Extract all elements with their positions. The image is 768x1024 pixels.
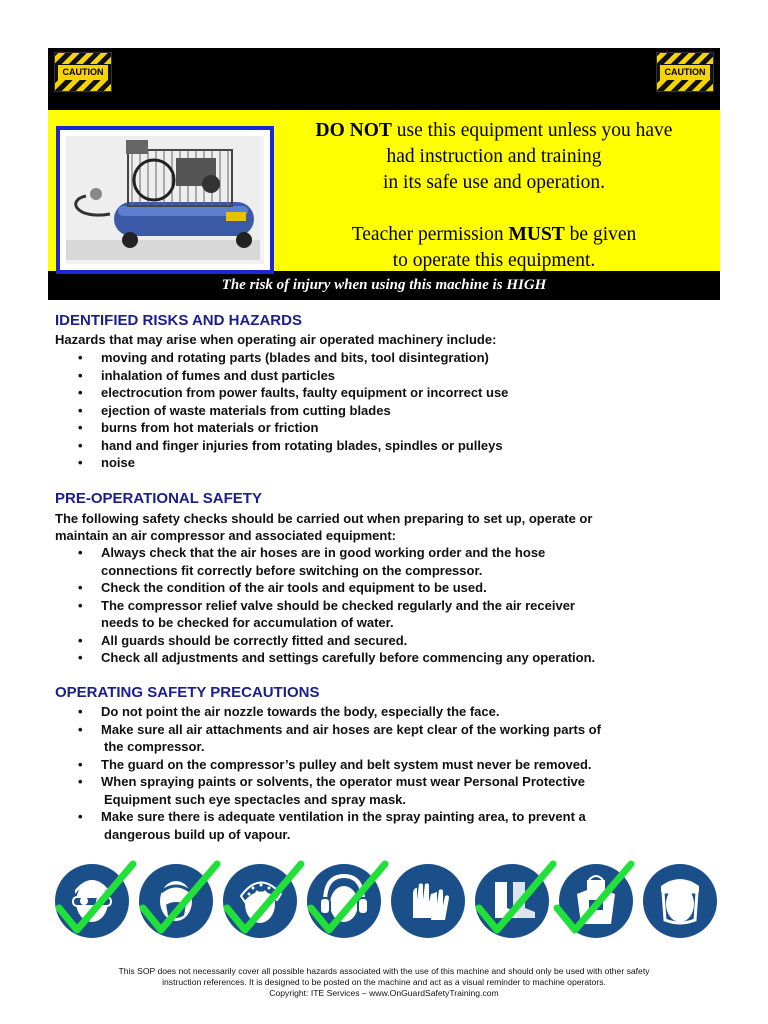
ppe-icon-row: [55, 858, 715, 938]
notice-text: be given: [564, 224, 637, 245]
list-item: • Always check that the air hoses are in good working order and the hose connections fit correctly before switching on the compressor.: [55, 544, 715, 579]
machine-photo-frame: [56, 126, 274, 274]
footer-line: This SOP does not necessarily cover all possible hazards associated with the use of this machine and should only be used with other safety: [118, 966, 650, 976]
list-item: • ejection of waste materials from cutting blades: [78, 402, 391, 418]
list-item: • Check the condition of the air tools and equipment to be used.: [55, 579, 715, 597]
list-item-text: inhalation of fumes and dust particles: [101, 367, 336, 383]
ppe-required-tick: [305, 858, 391, 940]
list-item: • burns from hot materials or friction: [78, 420, 319, 435]
list-item-text: Make sure all air attachments and air hoses are kept clear of the working parts of: [101, 721, 601, 737]
list-item-text: electrocution from power faults, faulty equipment or incorrect use: [101, 385, 509, 400]
list-item-text-cont: the compressor.: [104, 739, 205, 754]
list-item-text: Check the condition of the air tools and equipment to be used.: [101, 580, 487, 595]
list-item-text: hand and finger injuries from rotating blades, spindles or pulleys: [101, 437, 503, 453]
list-item: • The guard on the compressor’s pulley and belt system must never be removed.: [55, 756, 715, 774]
intro-line: The following safety checks should be carried out when preparing to set up, operate or: [55, 511, 593, 526]
list-item-text: ejection of waste materials from cutting blades: [101, 402, 391, 418]
list-item-text-cont: dangerous build up of vapour.: [104, 826, 291, 842]
list-item-text: noise: [101, 455, 135, 470]
list-item-text: Make sure there is adequate ventilation in the spray painting area, to prevent a: [101, 809, 586, 824]
risk-level-bar: [48, 273, 720, 297]
list-item: • electrocution from power faults, faulty equipment or incorrect use: [78, 385, 509, 400]
list-item: • moving and rotating parts (blades and bits, tool disintegration): [78, 350, 489, 365]
notice-text: had instruction and training: [386, 146, 602, 167]
list-item: • inhalation of fumes and dust particles: [78, 367, 336, 383]
risks-list: [55, 349, 715, 472]
notice-text: in its safe use and operation.: [382, 172, 606, 193]
hazard-stripes: [657, 80, 713, 91]
ppe-required-tick: [551, 858, 637, 940]
operating-list: [55, 703, 715, 843]
caution-sign-right: [656, 52, 714, 92]
notice-text: use this equipment unless you have: [391, 120, 673, 141]
ppe-required-tick: [473, 858, 559, 940]
list-item: • The compressor relief valve should be checked regularly and the air receiver needs to be checked for accumulation of water.: [55, 597, 715, 632]
list-item: • hand and finger injuries from rotating blades, spindles or pulleys: [78, 437, 503, 453]
caution-sign-left: [54, 52, 112, 92]
risks-intro: Hazards that may arise when operating air operated machinery include:: [55, 332, 497, 347]
risk-level: HIGH: [506, 277, 547, 293]
gloves-icon: [391, 864, 465, 938]
caution-label: CAUTION: [58, 65, 108, 80]
ppe-required-tick: [53, 858, 139, 940]
list-item: • Make sure all air attachments and air hoses are kept clear of the working parts of the compressor.: [55, 721, 715, 756]
notice-text: Teacher permission: [351, 224, 509, 245]
pre-operational-list: [55, 544, 715, 667]
list-item-text-cont: needs to be checked for accumulation of water.: [101, 615, 394, 630]
header-banner: [48, 48, 720, 300]
operating-heading: OPERATING SAFETY PRECAUTIONS: [55, 684, 320, 701]
pre-operational-heading: PRE-OPERATIONAL SAFETY: [55, 490, 262, 507]
list-item: • All guards should be correctly fitted and secured.: [55, 632, 715, 650]
hazard-stripes: [55, 53, 111, 64]
notice-emphasis: DO NOT: [315, 120, 392, 141]
face-shield-icon: [643, 864, 717, 938]
notice-emphasis: MUST: [508, 224, 565, 245]
intro-line: maintain an air compressor and associated equipment:: [55, 528, 396, 543]
list-item-text-cont: connections fit correctly before switching on the compressor.: [101, 562, 483, 578]
list-item-text: The guard on the compressor’s pulley and belt system must never be removed.: [101, 756, 592, 772]
footer-copyright: Copyright: ITE Services – www.OnGuardSafetyTraining.com: [269, 988, 499, 998]
list-item: • Check all adjustments and settings carefully before commencing any operation.: [55, 649, 715, 667]
list-item-text-cont: Equipment such eye spectacles and spray mask.: [104, 791, 407, 807]
ppe-required-tick: [221, 858, 307, 940]
notice-text: to operate this equipment.: [392, 250, 596, 271]
list-item-text: moving and rotating parts (blades and bits, tool disintegration): [101, 350, 489, 365]
list-item: • Make sure there is adequate ventilation in the spray painting area, to prevent a dangerous build up of vapour.: [55, 808, 715, 843]
warning-panel: [48, 110, 720, 271]
footer-disclaimer: [48, 966, 720, 999]
air-compressor-photo: [66, 136, 264, 264]
pre-operational-intro: [55, 510, 715, 544]
list-item-text: Do not point the air nozzle towards the body, especially the face.: [101, 704, 500, 719]
ppe-required-tick: [137, 858, 223, 940]
list-item: • noise: [78, 455, 135, 470]
hazard-stripes: [55, 80, 111, 91]
footer-line: instruction references. It is designed to be posted on the machine and act as a visual reminder to machine operators.: [162, 977, 606, 987]
hazard-stripes: [657, 53, 713, 64]
caution-label: CAUTION: [660, 65, 710, 80]
risks-heading: IDENTIFIED RISKS AND HAZARDS: [55, 312, 302, 329]
list-item-text: All guards should be correctly fitted and secured.: [101, 632, 408, 648]
list-item-text: Always check that the air hoses are in good working order and the hose: [101, 545, 546, 560]
list-item-text: When spraying paints or solvents, the operator must wear Personal Protective: [101, 774, 586, 789]
risk-text: The risk of injury when using this machine is: [221, 277, 507, 293]
list-item-text: Check all adjustments and settings carefully before commencing any operation.: [101, 650, 596, 665]
operating-notice: [272, 118, 716, 274]
list-item: • Do not point the air nozzle towards the body, especially the face.: [55, 703, 715, 721]
list-item: • When spraying paints or solvents, the operator must wear Personal Protective Equipment such eye spectacles and spray mask.: [55, 773, 715, 808]
list-item-text: The compressor relief valve should be checked regularly and the air receiver: [101, 597, 575, 613]
list-item-text: burns from hot materials or friction: [101, 420, 319, 435]
